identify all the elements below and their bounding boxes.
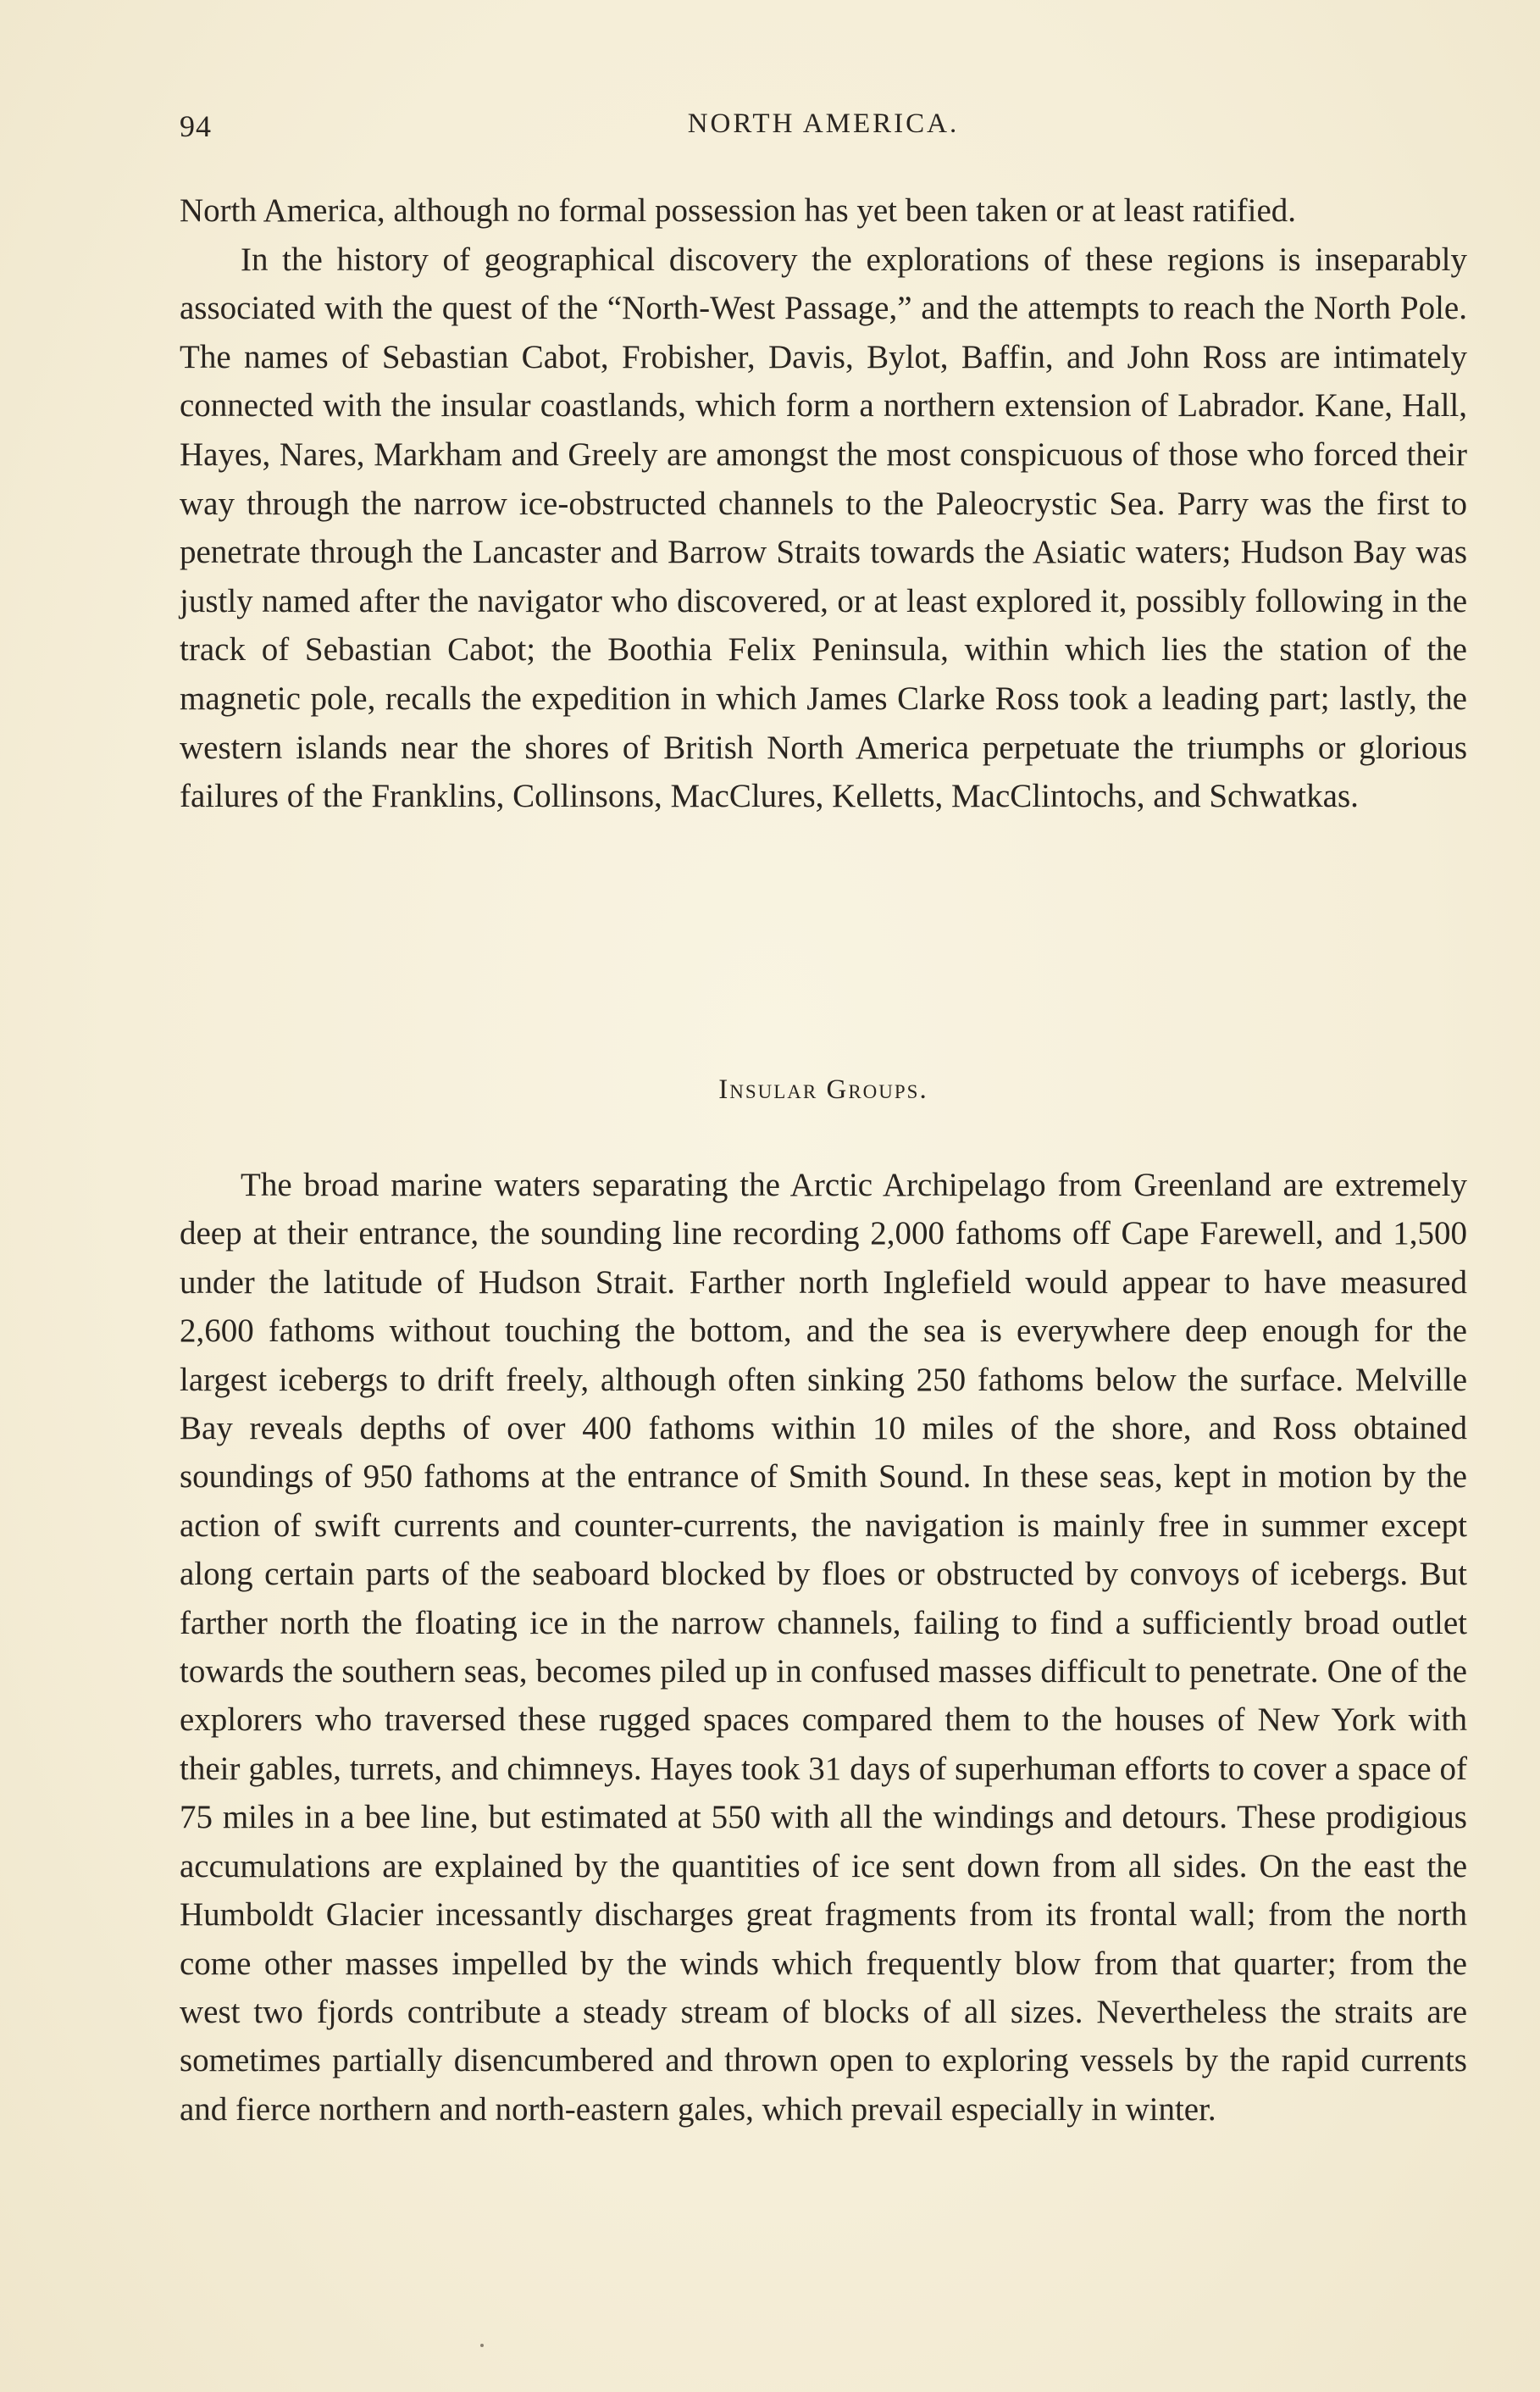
opening-text [180, 186, 1467, 821]
page-speck [480, 2344, 484, 2347]
page-number: 94 [180, 109, 212, 143]
section-heading: Insular Groups. [718, 1074, 928, 1105]
page-header [180, 108, 1467, 151]
continued-paragraph: North America, although no formal possession has yet been taken or at least ratified. [180, 192, 1297, 229]
history-paragraph: In the history of geographical discovery the explorations of these regions is inseparably associated with the quest of the “North-West Passage,” and the attempts to reach the North Pole. The names of Sebastian Cabot, Frobisher, Davis, Bylot, Baffin, and John Ross are intimately connected with the insular coastlands, which form a northern extension of Labrador. Kane, Hall, Hayes, Nares, Markham and Greely are amongst the most conspicuous of those who forced their way through the narrow ice-obstructed channels to the Paleocrystic Sea. Parry was the first to penetrate through the Lancaster and Barrow Straits towards the Asiatic waters; Hudson Bay was justly named after the navigator who discovered, or at least explored it, possibly following in the track of Sebastian Cabot; the Boothia Felix Peninsula, within which lies the station of the magnetic pole, recalls the expedition in which James Clarke Ross took a leading part; lastly, the western islands near the shores of British North America perpetuate the triumphs or glorious failures of the Franklins, Collinsons, MacClures, Kelletts, MacClintochs, and Schwatkas. [180, 241, 1467, 815]
marine-waters-paragraph: The broad marine waters separating the Arctic Archipelago from Greenland are extremely deep at their entrance, the sounding line recording 2,000 fathoms off Cape Farewell, and 1,500 under the latitude of Hudson Strait. Farther north Inglefield would appear to have measured 2,600 fathoms without touching the bottom, and the sea is everywhere deep enough for the largest icebergs to drift freely, although often sinking 250 fathoms below the surface. Melville Bay reveals depths of over 400 fathoms within 10 miles of the shore, and Ross obtained soundings of 950 fathoms at the entrance of Smith Sound. In these seas, kept in motion by the action of swift currents and counter-currents, the navigation is mainly free in summer except along certain parts of the seaboard blocked by floes or obstructed by convoys of icebergs. But farther north the floating ice in the narrow channels, failing to find a sufficiently broad outlet towards the southern seas, becomes piled up in confused masses difficult to penetrate. One of the explorers who traversed these rugged spaces compared them to the houses of New York with their gables, turrets, and chimneys. Hayes took 31 days of superhuman efforts to cover a space of 75 miles in a bee line, but estimated at 550 with all the windings and detours. These prodigious accumulations are explained by the quantities of ice sent down from all sides. On the east the Humboldt Glacier incessantly discharges great fragments from its frontal wall; from the north come other masses impelled by the winds which frequently blow from that quarter; from the west two fjords contribute a steady stream of blocks of all sizes. Nevertheless the straits are sometimes partially disencumbered and thrown open to exploring vessels by the rapid currents and fierce northern and north-eastern gales, which prevail especially in winter. [180, 1167, 1467, 2128]
section-text [180, 1161, 1467, 2134]
running-title: NORTH AMERICA. [687, 108, 960, 139]
